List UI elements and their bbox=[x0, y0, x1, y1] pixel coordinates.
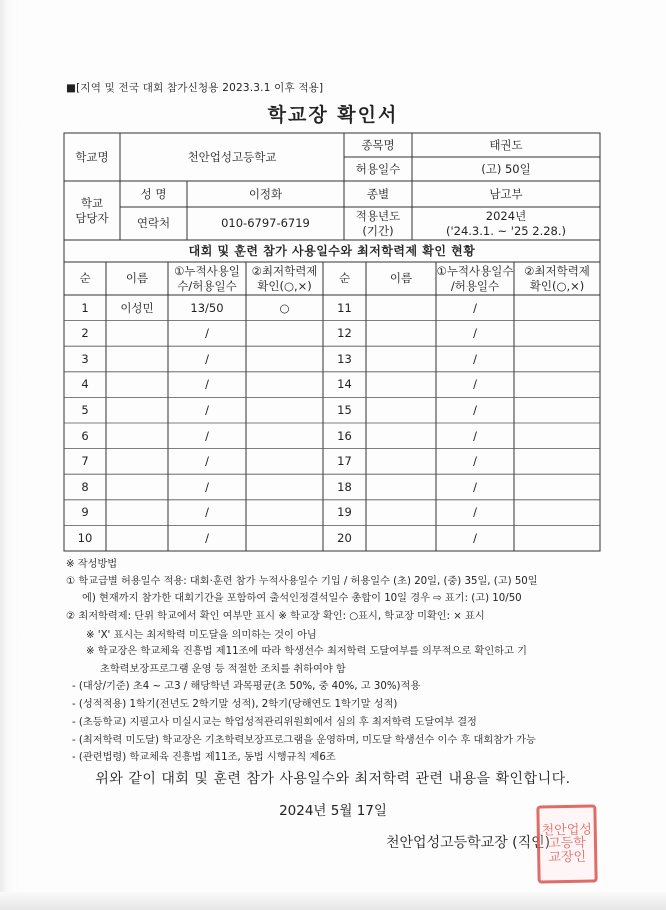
header-days-left bbox=[168, 262, 246, 295]
note-line: 에) 현재까지 참가한 대회기간을 포함하여 출석인정결석일수 총합이 10일 경우 ⇨ 표기: (고) 10/50 bbox=[82, 593, 522, 604]
document-date: 2024년 5월 17일 bbox=[279, 803, 387, 819]
row-number-left: 10 bbox=[77, 531, 93, 545]
seal-line3: 교장인 bbox=[548, 849, 587, 866]
header-days-left-line1: ①누적사용일 bbox=[174, 264, 240, 279]
seal-line2: 고등학 bbox=[548, 835, 586, 852]
row-number-right: 19 bbox=[337, 505, 352, 520]
allowed-days-value: (고) 50일 bbox=[481, 161, 531, 176]
header-academic-right bbox=[514, 262, 600, 295]
sport-label: 종목명 bbox=[361, 137, 395, 152]
row-days-left: / bbox=[205, 479, 209, 494]
row-days-left: / bbox=[205, 403, 209, 417]
header-academic-left bbox=[246, 262, 323, 295]
note-line: - (최저학력 미도달) 학교장은 기초학력보장프로그램을 운영하며, 미도달 학생선수 이수 후 대회참가 가능 bbox=[72, 735, 536, 746]
row-number-left: 8 bbox=[81, 479, 89, 494]
row-academic-check-left bbox=[246, 500, 323, 526]
year-label-line1: 적용년도 bbox=[355, 209, 401, 224]
row-days-right: / bbox=[473, 454, 477, 469]
row-name-left bbox=[106, 500, 168, 526]
year-value bbox=[412, 207, 600, 240]
signer-name: 천안업성고등학교장 (직인) bbox=[386, 835, 551, 851]
year-value-line1: 2024년 bbox=[485, 209, 527, 224]
row-academic-check-left bbox=[246, 397, 323, 423]
header-name-left: 이름 bbox=[125, 271, 149, 286]
school-name-label: 학교명 bbox=[75, 149, 109, 164]
header-days-right-line2: /허용일수 bbox=[450, 278, 500, 293]
row-days-left: / bbox=[205, 454, 209, 469]
row-number-left: 2 bbox=[81, 326, 89, 341]
row-days-left: / bbox=[205, 351, 209, 366]
row-academic-check-right bbox=[514, 397, 600, 423]
row-name-right bbox=[366, 295, 436, 321]
row-academic-check-right bbox=[514, 346, 600, 372]
row-days-left: / bbox=[205, 428, 209, 443]
row-name-right bbox=[366, 423, 436, 449]
note-line: - (초등학교) 지필고사 미실시교는 학업성적관리위원회에서 심의 후 최저학력 도달여부 결정 bbox=[72, 717, 477, 728]
row-name-right bbox=[366, 525, 436, 551]
row-number-left: 3 bbox=[81, 351, 89, 366]
document-title: 학교장 확인서 bbox=[267, 104, 399, 126]
row-number-right: 17 bbox=[337, 454, 352, 469]
header-no-right: 순 bbox=[338, 271, 351, 286]
contact-value: 010-6797-6719 bbox=[221, 216, 310, 231]
row-academic-check-left bbox=[246, 525, 323, 551]
row-name-right bbox=[366, 397, 436, 423]
official-seal bbox=[536, 804, 597, 883]
note-line: - (대상/기준) 초4 ~ 고3 / 해당학년 과목평균(초 50%, 중 40%, 고 30%)적용 bbox=[72, 681, 421, 692]
note-line: ② 최저학력제: 단위 학교에서 확인 여부만 표시 ※ 학교장 확인: ○표시, 학교장 미확인: × 표시 bbox=[66, 611, 485, 622]
row-academic-check-right bbox=[514, 525, 600, 551]
manager-label bbox=[64, 181, 120, 240]
header-academic-left-line2: 확인(○,×) bbox=[257, 278, 312, 293]
year-value-line2: ('24.3.1. ~ '25 2.28.) bbox=[445, 223, 567, 238]
row-days-left: 13/50 bbox=[190, 300, 224, 315]
note-line: ※ 'X' 표시는 최저학력 미도달을 의미하는 것이 아님 bbox=[86, 630, 317, 641]
header-days-right bbox=[436, 262, 514, 295]
row-days-left: / bbox=[205, 531, 209, 545]
row-days-left: / bbox=[205, 377, 209, 392]
row-academic-check-right bbox=[514, 321, 600, 347]
row-academic-check-left: ○ bbox=[279, 300, 290, 315]
row-days-right: / bbox=[473, 505, 477, 520]
sport-value: 태권도 bbox=[489, 137, 523, 152]
row-academic-check-left bbox=[246, 449, 323, 475]
note-line: - (관련법령) 학교체육 진흥법 제11조, 동법 시행규칙 제6조 bbox=[72, 752, 336, 763]
row-name-right bbox=[366, 500, 436, 526]
note-line: ※ 작성방법 bbox=[66, 559, 118, 570]
name-value: 이정화 bbox=[248, 186, 283, 201]
row-academic-check-left bbox=[246, 423, 323, 449]
row-name-left bbox=[106, 525, 168, 551]
row-academic-check-left bbox=[246, 321, 323, 347]
row-days-right: / bbox=[473, 531, 477, 545]
row-number-left: 9 bbox=[81, 505, 89, 520]
row-name-left bbox=[106, 372, 168, 398]
row-academic-check-left bbox=[246, 346, 323, 372]
note-line: ① 학교급별 허용일수 적용: 대회·훈련 참가 누적사용일수 기입 / 허용일수 (초) 20일, (중) 35일, (고) 50일 bbox=[66, 576, 538, 587]
row-days-left: / bbox=[205, 326, 209, 341]
contact-label: 연락처 bbox=[136, 216, 171, 231]
row-academic-check-right bbox=[514, 295, 600, 321]
row-academic-check-left bbox=[246, 372, 323, 398]
row-academic-check-left bbox=[246, 474, 323, 500]
row-number-right: 18 bbox=[337, 479, 352, 494]
header-academic-left-line1: ②최저학력제 bbox=[251, 264, 318, 279]
manager-label-line1: 학교 bbox=[80, 196, 104, 211]
row-name-left bbox=[106, 474, 168, 500]
row-number-left: 5 bbox=[81, 403, 89, 417]
row-number-left: 6 bbox=[81, 428, 89, 443]
row-days-right: / bbox=[473, 326, 477, 341]
row-name-left bbox=[106, 397, 168, 423]
name-label: 성 명 bbox=[140, 186, 167, 201]
header-no-left: 순 bbox=[79, 271, 91, 286]
row-name-left bbox=[106, 423, 168, 449]
row-name-right bbox=[366, 474, 436, 500]
seal-line1: 천안업성 bbox=[541, 822, 592, 838]
category-value: 남고부 bbox=[489, 186, 523, 201]
row-academic-check-right bbox=[514, 423, 600, 449]
header-days-right-line1: ①누적사용일수 bbox=[436, 264, 514, 279]
row-name-left bbox=[106, 346, 168, 372]
confirmation-text: 위와 같이 대회 및 훈련 참가 사용일수와 최저학력 관련 내용을 확인합니다. bbox=[95, 771, 571, 787]
year-label-line2: (기간) bbox=[362, 223, 394, 238]
row-number-right: 16 bbox=[337, 428, 352, 443]
section-title: 대회 및 훈련 참가 사용일수와 최저학력제 확인 현황 bbox=[188, 243, 476, 258]
row-days-right: / bbox=[473, 403, 477, 417]
category-label: 종별 bbox=[366, 186, 390, 201]
row-name-left: 이성민 bbox=[120, 300, 154, 315]
row-days-left: / bbox=[205, 505, 209, 520]
row-name-right bbox=[366, 346, 436, 372]
row-academic-check-right bbox=[514, 449, 600, 475]
header-note: ■[지역 및 전국 대회 참가신청용 2023.3.1 이후 적용] bbox=[66, 82, 324, 94]
row-number-left: 4 bbox=[81, 377, 89, 392]
header-name-right: 이름 bbox=[389, 271, 413, 286]
row-name-right bbox=[366, 372, 436, 398]
row-number-right: 11 bbox=[337, 300, 352, 315]
note-line: 초학력보장프로그램 운영 등 적절한 조치를 취하여야 함 bbox=[100, 664, 346, 675]
row-number-right: 13 bbox=[337, 351, 352, 366]
row-academic-check-right bbox=[514, 474, 600, 500]
row-days-right: / bbox=[473, 377, 477, 392]
row-number-left: 1 bbox=[81, 300, 89, 315]
row-number-right: 12 bbox=[337, 326, 352, 341]
row-number-right: 20 bbox=[337, 531, 352, 545]
school-name-value: 천안업성고등학교 bbox=[187, 149, 277, 164]
row-days-right: / bbox=[473, 300, 477, 315]
row-name-left bbox=[106, 449, 168, 475]
row-name-left bbox=[106, 321, 168, 347]
header-days-left-line2: 수/허용일수 bbox=[177, 278, 237, 293]
header-academic-right-line2: 확인(○,×) bbox=[529, 278, 585, 293]
row-academic-check-right bbox=[514, 500, 600, 526]
row-academic-check-right bbox=[514, 372, 600, 398]
page-bottom-edge bbox=[0, 892, 666, 910]
row-name-right bbox=[366, 449, 436, 475]
year-label bbox=[344, 207, 412, 240]
header-academic-right-line1: ②최저학력제 bbox=[524, 264, 590, 279]
note-line: ※ 학교장은 학교체육 진흥법 제11조에 따라 학생선수 최저학력 도달여부를 의무적으로 확인하고 기 bbox=[86, 646, 527, 657]
manager-label-line2: 담당자 bbox=[75, 210, 109, 225]
note-line: - (성적적용) 1학기(전년도 2학기말 성적), 2학기(당해연도 1학기말 성적) bbox=[72, 699, 398, 710]
row-days-right: / bbox=[473, 351, 477, 366]
row-number-right: 14 bbox=[337, 377, 352, 392]
row-number-left: 7 bbox=[81, 454, 89, 469]
allowed-days-label: 허용일수 bbox=[355, 161, 401, 176]
row-number-right: 15 bbox=[337, 403, 352, 417]
row-days-right: / bbox=[473, 428, 477, 443]
row-name-right bbox=[366, 321, 436, 347]
row-days-right: / bbox=[473, 479, 477, 494]
